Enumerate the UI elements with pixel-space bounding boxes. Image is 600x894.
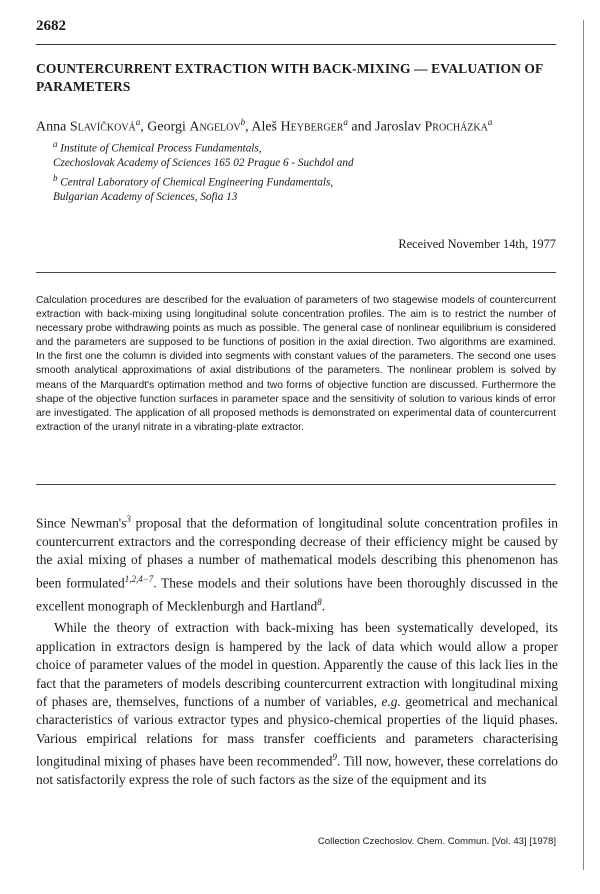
author-first-name: Georgi [147, 119, 186, 135]
author-affiliation-mark: a [135, 117, 141, 127]
affiliations [53, 137, 553, 205]
abstract-divider-bottom [36, 484, 556, 485]
paragraph [36, 619, 558, 789]
journal-footer: Collection Czechoslov. Chem. Commun. [Vol. 43] [1978] [317, 836, 556, 847]
author-separator: and [347, 119, 376, 135]
affiliation-line: Central Laboratory of Chemical Engineering Fundamentals, [60, 176, 334, 189]
text-run: Since Newman's [36, 515, 127, 531]
author-affiliation-mark: a [487, 117, 493, 127]
abstract-divider-top [36, 272, 556, 273]
author-first-name: Jaroslav [375, 119, 422, 135]
margin-rule [583, 20, 584, 870]
header-rule [36, 44, 556, 45]
affiliation-line: Institute of Chemical Process Fundamentals, [60, 142, 262, 155]
italic-text: e.g. [381, 694, 401, 710]
abstract: Calculation procedures are described for the evaluation of parameters of two stagewise models of countercurrent extraction with back-mixing using longitudinal solute concentration profiles. The aim is to restrict the number of necessary probe withdrawing points as much as possible. The general case of nonlinear equilibrium is considered and the parameters are supposed to be functions of position in the axial direction. Two algorithms are examined. In the first one the column is divided into segments with constant values of the parameters. The second one uses smooth analytical approximations of axial distributions of the parameters. The nonlinear problem is solved by means of the Marquardt's optimation method and two forms of objective function are discussed. Furthermore the shape of the objective function surfaces in parameter space and the sensitivity of solution to various kinds of error are investigated. The application of all proposed methods is demonstrated on experimental data of countercurrent extraction of the uranyl nitrate in a vibrating-plate extractor. [36, 295, 556, 433]
citation-ref: 1,2,4−7 [124, 573, 154, 584]
text-run: . These models and their solutions have been thoroughly discussed in the excellent monograph of Mecklenburgh and Hartland [36, 575, 559, 614]
paragraph [36, 510, 558, 615]
text-run: geometrical and mechanical characteristics of various extractor types and physico-chemical properties of the liquid phases. Various empirical relations for mass transfer coefficients and parameters characterising longitudinal mixing of phases have been recommended [36, 694, 558, 769]
author-affiliation-mark: b [240, 117, 246, 127]
text-run: . Till now, however, these correlations do not satisfactorily express the role of such factors as the size of the equipment and its [36, 753, 558, 788]
author-separator: , [140, 119, 148, 135]
author-last-name: Angelov [189, 119, 241, 135]
affiliation-mark: a [53, 139, 58, 149]
author-first-name: Aleš [251, 119, 278, 135]
author-last-name: Slavíčková [69, 119, 136, 135]
affiliation-a [53, 137, 553, 156]
author-last-name: Heyberger [280, 119, 344, 135]
author-separator: , [245, 119, 252, 135]
page-number: 2682 [36, 18, 66, 34]
text-run: proposal that the deformation of longitudinal solute concentration profiles in countercurrent extractors and the corresponding decrease of their efficiency might be caused by the axial mixing of phases a number of mathematical models describing this phenomenon has been formulated [36, 515, 558, 591]
author-list [36, 117, 576, 136]
text-run: While the theory of extraction with back-mixing has been systematically developed, its application in extractors design is hampered by the lack of data which would allow a proper choice of parameter values of the model in question. Apparently the cause of this lack lies in the fact that the parameters of models describing countercurrent extraction with longitudinal mixing of phases are, themselves, functions of a number of variables, [36, 620, 558, 710]
text-run: . [321, 598, 326, 614]
citation-ref: 3 [126, 514, 131, 524]
affiliation-line: Bulgarian Academy of Sciences, Sofia 13 [53, 191, 238, 204]
received-date: Received November 14th, 1977 [398, 237, 556, 251]
author-affiliation-mark: a [343, 117, 348, 127]
body-text [36, 510, 558, 790]
affiliation-line: Czechoslovak Academy of Sciences 165 02 Prague 6 - Suchdol and [53, 157, 354, 170]
citation-ref: 9 [332, 752, 337, 763]
citation-ref: 8 [317, 596, 322, 607]
affiliation-b [53, 171, 553, 190]
author-first-name: Anna [36, 119, 67, 135]
affiliation-mark: b [53, 172, 58, 183]
author-last-name: Procházka [424, 119, 488, 135]
article-title: COUNTERCURRENT EXTRACTION WITH BACK-MIXING — EVALUATION OF PARAMETERS [36, 61, 543, 94]
